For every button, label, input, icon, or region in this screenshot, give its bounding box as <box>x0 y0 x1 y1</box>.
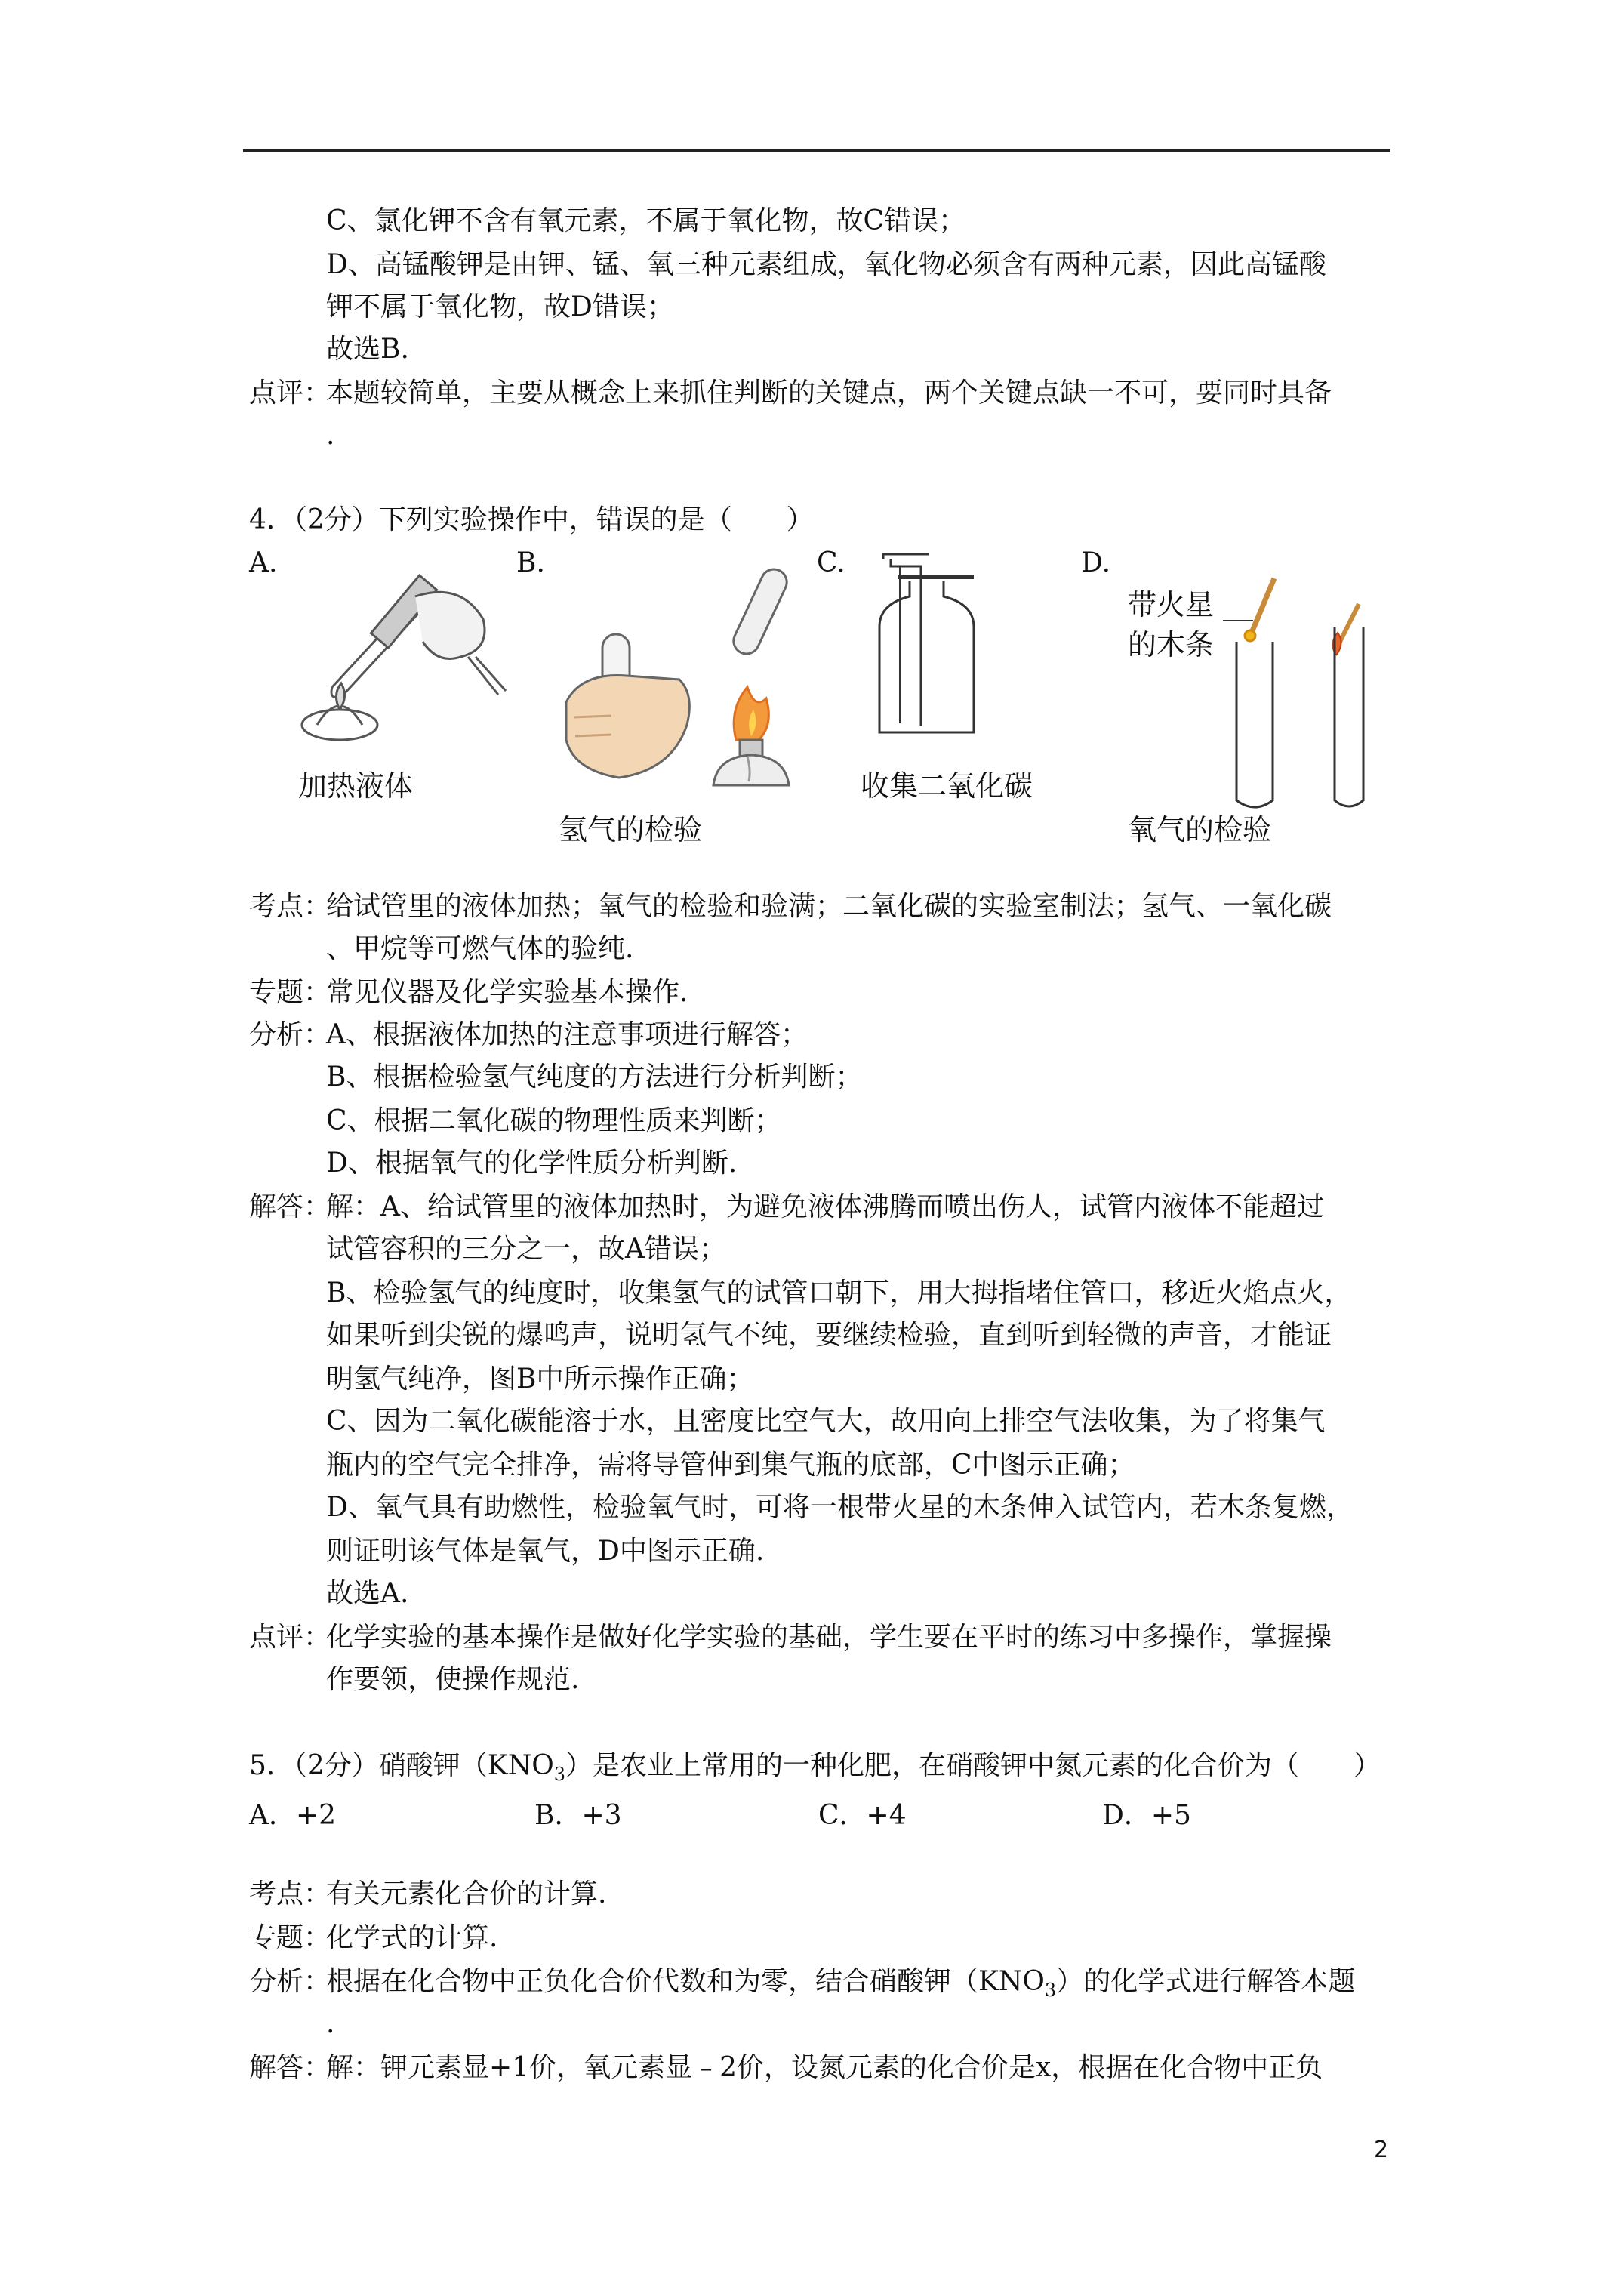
q4-jieda-line: D、氧气具有助燃性，检验氧气时，可将一根带火星的木条伸入试管内，若木条复燃， <box>326 1492 1354 1523</box>
fig-b-label: 氢气的检验 <box>559 813 703 846</box>
page-number: 2 <box>1374 2137 1389 2163</box>
q4-fenxi-line: C、根据二氧化碳的物理性质来判断； <box>326 1105 782 1136</box>
fig-d-tag-line2: 的木条 <box>1128 628 1215 661</box>
q4-option-a: A. <box>249 547 278 578</box>
q4-jieda-line: B、检验氢气的纯度时，收集氢气的试管口朝下，用大拇指堵住管口，移近火焰点火， <box>326 1277 1352 1308</box>
q3-comment-line1: 本题较简单，主要从概念上来抓住判断的关键点，两个关键点缺一不可，要同时具备 <box>326 378 1332 408</box>
q4-dianping-label: 点评： <box>249 1622 331 1653</box>
q5-option-d: D．+5 <box>1102 1800 1191 1831</box>
q4-zhuanti-label: 专题： <box>249 977 331 1008</box>
q5-fenxi-line2: . <box>326 2008 335 2039</box>
q4-jieda-line: 瓶内的空气完全排净，需将导管伸到集气瓶的底部，C中图示正确； <box>326 1450 1135 1481</box>
q3-comment-label: 点评： <box>249 378 331 408</box>
q4-kaodian-label: 考点： <box>249 891 331 922</box>
q4-jieda-line: 明氢气纯净，图B中所示操作正确； <box>326 1364 754 1395</box>
hydrogen-test-illustration <box>559 551 815 793</box>
q5-kaodian: 有关元素化合价的计算. <box>326 1878 607 1909</box>
q4-fenxi-label: 分析： <box>249 1019 331 1050</box>
q4-stem: 4．（2分）下列实验操作中，错误的是（ ） <box>249 504 814 535</box>
q4-fenxi-line: D、根据氧气的化学性质分析判断. <box>326 1148 738 1179</box>
q4-jieda-line: 解：A、给试管里的液体加热时，为避免液体沸腾而喷出伤人，试管内液体不能超过 <box>326 1191 1324 1222</box>
q4-jieda-line: 则证明该气体是氧气，D中图示正确. <box>326 1536 765 1567</box>
q5-option-b: B．+3 <box>534 1800 622 1831</box>
q3-option-c-analysis: C、氯化钾不含有氧元素，不属于氧化物，故C错误； <box>326 205 966 236</box>
q4-kaodian-line1: 给试管里的液体加热；氧气的检验和验满；二氧化碳的实验室制法；氢气、一氧化碳 <box>326 891 1332 922</box>
q5-zhuanti: 化学式的计算. <box>326 1922 498 1953</box>
q4-jieda-line: C、因为二氧化碳能溶于水，且密度比空气大，故用向上排空气法收集，为了将集气 <box>326 1406 1326 1437</box>
q3-option-d-analysis-line2: 钾不属于氧化物，故D错误； <box>326 291 674 322</box>
q5-fenxi-label: 分析： <box>249 1966 331 1997</box>
q5-option-c: C．+4 <box>818 1800 907 1831</box>
fig-a-label: 加热液体 <box>298 769 414 803</box>
q5-kaodian-label: 考点： <box>249 1878 331 1909</box>
q5-zhuanti-label: 专题： <box>249 1922 331 1953</box>
q4-jieda-label: 解答： <box>249 1191 331 1222</box>
q4-option-b: B. <box>516 547 545 578</box>
q4-option-d: D. <box>1081 547 1111 578</box>
fig-d-label: 氧气的检验 <box>1128 813 1272 846</box>
q5-fenxi-line1: 根据在化合物中正负化合价代数和为零，结合硝酸钾$(KNO_3)$的化学式进行解答本题 <box>326 1966 1356 2002</box>
q3-option-d-analysis-line1: D、高锰酸钾是由钾、锰、氧三种元素组成，氧化物必须含有两种元素，因此高锰酸 <box>326 249 1326 280</box>
q4-jieda-line: 试管容积的三分之一，故A错误； <box>326 1234 726 1265</box>
gas-collection-bottle-illustration <box>868 551 981 747</box>
q5-option-a: A．+2 <box>249 1800 337 1831</box>
q4-fenxi-line: B、根据检验氢气纯度的方法进行分析判断； <box>326 1062 863 1093</box>
q4-jieda-line: 故选A. <box>326 1578 409 1609</box>
q3-comment-line2: . <box>326 420 335 451</box>
q4-fenxi-line: A、根据液体加热的注意事项进行解答； <box>326 1019 808 1050</box>
fig-d-tag-line1: 带火星 <box>1128 588 1215 621</box>
q4-dianping-line2: 作要领，使操作规范. <box>326 1664 580 1695</box>
q5-jieda-line1: 解：钾元素显+1价，氧元素显﹣2价，设氮元素的化合价是x，根据在化合物中正负 <box>326 2052 1323 2083</box>
q5-jieda-label: 解答： <box>249 2052 331 2083</box>
q3-answer: 故选B. <box>326 334 409 365</box>
q4-zhuanti: 常见仪器及化学实验基本操作. <box>326 977 688 1008</box>
q4-dianping-line1: 化学实验的基本操作是做好化学实验的基础，学生要在平时的练习中多操作，掌握操 <box>326 1622 1332 1653</box>
q4-jieda-line: 如果听到尖锐的爆鸣声，说明氢气不纯，要继续检验，直到听到轻微的声音，才能证 <box>326 1320 1332 1351</box>
q5-stem: 5．（2分）硝酸钾$(KNO_3)$是农业上常用的一种化肥，在硝酸钾中氮元素的化合价为（ ） <box>249 1750 1381 1786</box>
heating-liquid-illustration <box>287 551 513 747</box>
header-rule <box>243 149 1390 152</box>
oxygen-test-illustration <box>1193 574 1404 815</box>
q4-kaodian-line2: 、甲烷等可燃气体的验纯. <box>326 933 634 964</box>
fig-c-label: 收集二氧化碳 <box>861 769 1033 803</box>
q4-option-c: C. <box>817 547 845 578</box>
